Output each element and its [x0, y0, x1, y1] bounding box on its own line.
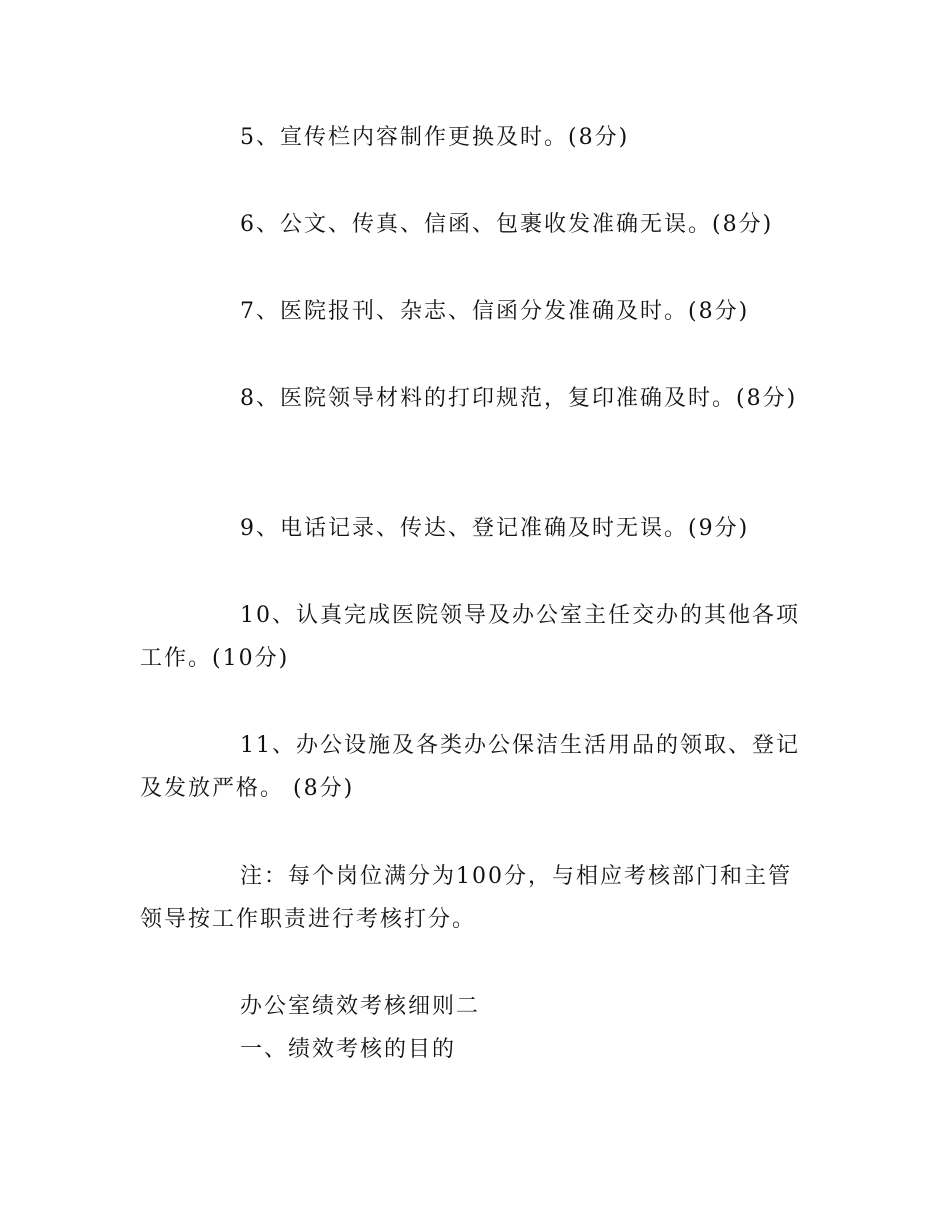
list-item-7: 7、医院报刊、杂志、信函分发准确及时。(8分)	[240, 299, 750, 324]
list-item-11: 11、办公设施及各类办公保洁生活用品的领取、登记及发放严格。 (8分)	[140, 733, 800, 801]
note-paragraph: 注：每个岗位满分为100分，与相应考核部门和主管领导按工作职责进行考核打分。	[140, 864, 792, 932]
section-title: 办公室绩效考核细则二	[240, 994, 481, 1019]
list-item-8: 8、医院领导材料的打印规范，复印准确及时。(8分)	[240, 386, 798, 411]
subsection-title: 一、绩效考核的目的	[240, 1037, 457, 1062]
list-item-10: 10、认真完成医院领导及办公室主任交办的其他各项工作。(10分)	[140, 603, 800, 671]
list-item-5: 5、宣传栏内容制作更换及时。(8分)	[240, 125, 630, 150]
list-item-9: 9、电话记录、传达、登记准确及时无误。(9分)	[240, 516, 750, 541]
list-item-6: 6、公文、传真、信函、包裹收发准确无误。(8分)	[240, 212, 774, 237]
